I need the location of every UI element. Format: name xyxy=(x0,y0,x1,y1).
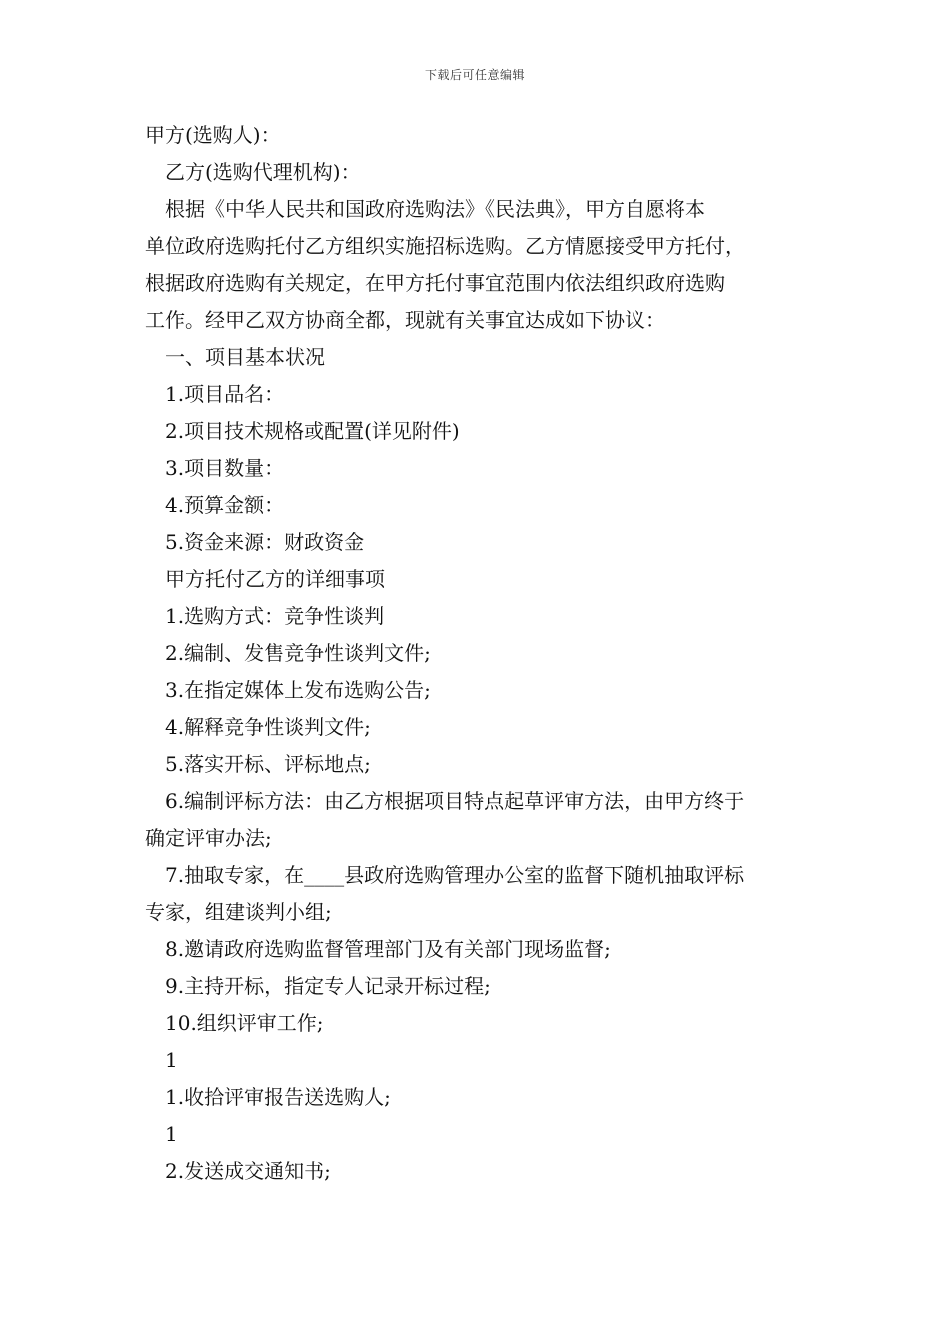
text-line: 2.项目技术规格或配置(详见附件) xyxy=(165,419,460,443)
text-line: 1.项目品名： xyxy=(165,382,285,406)
text-line: 甲方(选购人)： xyxy=(145,123,281,147)
text-line: 1 xyxy=(165,1048,178,1072)
text-line: 1.收拾评审报告送选购人; xyxy=(165,1085,391,1109)
text-line: 3.项目数量： xyxy=(165,456,285,480)
text-line: 2.编制、发售竞争性谈判文件; xyxy=(165,641,431,665)
text-line: 根据《中华人民共和国政府选购法》《民法典》，甲方自愿将本 xyxy=(165,197,705,221)
text-line: 8.邀请政府选购监督管理部门及有关部门现场监督; xyxy=(165,937,611,961)
text-line: 10.组织评审工作; xyxy=(165,1011,324,1035)
text-line: 确定评审办法; xyxy=(145,826,272,850)
text-line: 4.预算金额： xyxy=(165,493,285,517)
text-line: 3.在指定媒体上发布选购公告; xyxy=(165,678,431,702)
text-line: 4.解释竞争性谈判文件; xyxy=(165,715,371,739)
text-line: 1.选购方式：竞争性谈判 xyxy=(165,604,385,628)
text-line: 5.资金来源：财政资金 xyxy=(165,530,365,554)
page-header: 下载后可任意编辑 xyxy=(424,68,525,82)
text-line: 2.发送成交通知书; xyxy=(165,1159,331,1183)
text-line: 甲方托付乙方的详细事项 xyxy=(165,567,385,591)
text-line: 7.抽取专家，在____县政府选购管理办公室的监督下随机抽取评标 xyxy=(165,863,745,887)
text-line: 单位政府选购托付乙方组织实施招标选购。乙方情愿接受甲方托付， xyxy=(145,234,745,258)
text-line: 专家，组建谈判小组; xyxy=(145,900,332,924)
text-line: 6.编制评标方法：由乙方根据项目特点起草评审方法，由甲方终于 xyxy=(165,789,745,813)
text-line: 5.落实开标、评标地点; xyxy=(165,752,371,776)
text-line: 工作。经甲乙双方协商全都，现就有关事宜达成如下协议： xyxy=(145,308,665,332)
text-line: 乙方(选购代理机构)： xyxy=(165,160,361,184)
text-line: 一、项目基本状况 xyxy=(165,345,325,369)
document-body xyxy=(145,117,815,1190)
text-line: 1 xyxy=(165,1122,178,1146)
text-line: 根据政府选购有关规定，在甲方托付事宜范围内依法组织政府选购 xyxy=(145,271,725,295)
text-line: 9.主持开标，指定专人记录开标过程; xyxy=(165,974,491,998)
